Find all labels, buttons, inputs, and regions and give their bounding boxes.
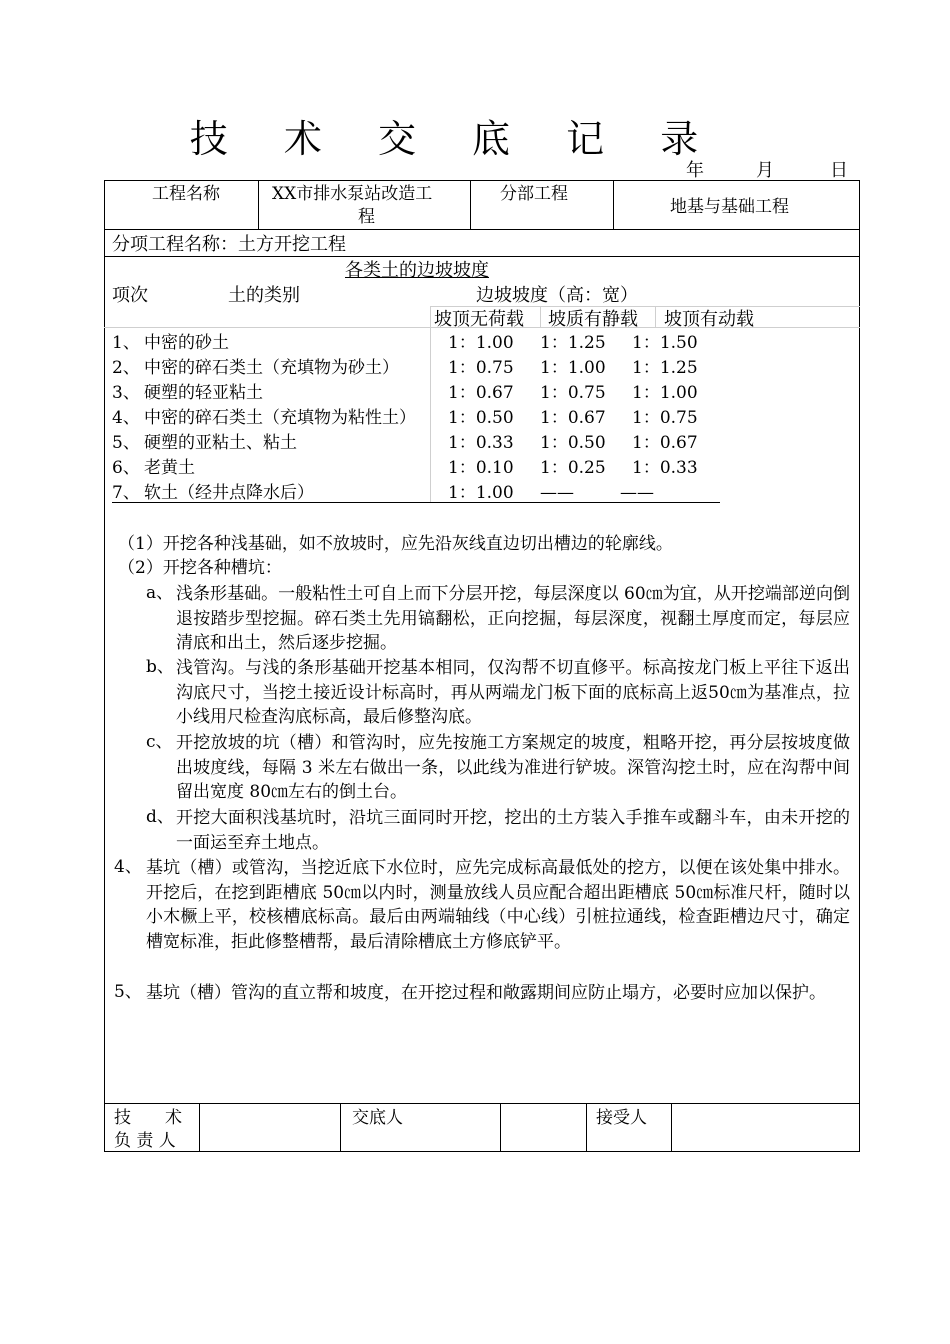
row-value-static-load: —— [540,483,574,503]
row-soil: 中密的碎石类土（充填物为粘性土） [144,408,416,428]
item-c-label: c、 [146,732,173,752]
row-index: 6、 [112,458,140,478]
slope-col-rule [655,306,656,328]
slope-table-bottom-rule [112,502,720,503]
slope-col-rule [430,306,431,502]
row-value-no-load: 1：1.00 [448,333,514,353]
row-soil: 硬塑的轻亚粘土 [144,383,263,403]
slope-col-rule [540,306,541,328]
row-value-no-load: 1：0.10 [448,458,514,478]
row-value-dynamic-load: 1：1.25 [632,358,698,378]
item-d-label: d、 [146,807,174,827]
row-value-static-load: 1：0.67 [540,408,606,428]
project-name-label: 工程名称 [152,184,220,204]
row-soil: 硬塑的亚粘土、粘土 [144,433,297,453]
item-4-label: 4、 [114,857,142,877]
col-soil-header: 土的类别 [228,285,300,306]
paragraph-2: （2）开挖各种槽坑： [118,558,282,578]
project-name-value-cont: 程 [358,207,375,227]
item-a-label: a、 [146,583,174,603]
row-index: 7、 [112,483,140,503]
row-value-no-load: 1：0.50 [448,408,514,428]
date-day-label: 日 [830,160,848,181]
divider [586,1103,587,1152]
item-c-text: 开挖放坡的坑（槽）和管沟时，应先按施工方案规定的坡度，粗略开挖，再分层按坡度做出坡度线，每隔 3 米左右做出一条，以此线为准进行铲坡。深管沟挖土时，应在沟帮中间留出宽度 80㎝左右的倒土台。 [176,733,850,802]
row-index: 1、 [112,333,140,353]
subitem-name: 分项工程名称：土方开挖工程 [112,234,346,255]
row-value-dynamic-load: 1：0.75 [632,408,698,428]
row-soil: 中密的砂土 [144,333,229,353]
row-value-no-load: 1：0.75 [448,358,514,378]
receiver-signature-field[interactable] [672,1104,859,1151]
item-b-label: b、 [146,657,174,677]
date-month-label: 月 [756,160,774,181]
date-year-label: 年 [686,160,704,181]
receiver-label: 接受人 [596,1108,647,1128]
division-value: 地基与基础工程 [670,197,789,217]
col-slope-header: 边坡坡度（高：宽） [476,285,638,306]
row-index: 3、 [112,383,140,403]
document-title: 技 术 交 底 记 录 [189,117,721,161]
slope-table-caption: 各类土的边坡坡度 [345,260,489,281]
divider [258,180,259,229]
row-index: 5、 [112,433,140,453]
tech-lead-label: 技 术 [114,1108,182,1128]
paragraph-1: （1）开挖各种浅基础，如不放坡时，应先沿灰线直边切出槽边的轮廓线。 [118,534,673,554]
divider [613,180,614,229]
col-index-header: 项次 [112,285,148,306]
row-value-dynamic-load: 1：0.33 [632,458,698,478]
divider [340,1103,341,1152]
item-d-text: 开挖大面积浅基坑时，沿坑三面同时开挖，挖出的土方装入手推车或翻斗车，由未开挖的一面运至弃土地点。 [176,808,850,853]
item-5-label: 5、 [114,982,142,1002]
division-label: 分部工程 [500,184,568,204]
row-soil: 中密的碎石类土（充填物为砂土） [144,358,399,378]
divider [104,229,860,230]
divider [470,180,471,229]
row-value-dynamic-load: 1：0.67 [632,433,698,453]
divider [104,256,860,257]
sub-header-dynamic-load: 坡顶有动载 [664,309,754,330]
tech-lead-label-cont: 负 责 人 [114,1131,176,1151]
handover-label: 交底人 [352,1108,403,1128]
slope-header-rule [430,306,860,307]
item-5-text: 基坑（槽）管沟的直立帮和坡度，在开挖过程和敞露期间应防止塌方，必要时应加以保护。 [146,983,826,1003]
tech-lead-signature-field[interactable] [200,1104,339,1151]
item-4-text: 基坑（槽）或管沟，当挖近底下水位时，应先完成标高最低处的挖方，以便在该处集中排水。开挖后，在挖到距槽底 50㎝以内时，测量放线人员应配合超出距槽底 50㎝标准尺杆，随时以小木橛上平，校核槽底标高。最后由两端轴线（中心线）引桩拉通线，检查距槽边尺寸，确定槽宽标准，拒此修整槽帮，最后清除槽底土方修底铲平。 [146,858,850,952]
item-a-text: 浅条形基础。一般粘性土可自上而下分层开挖，每层深度以 60㎝为宜，从开挖端部逆向倒退按踏步型挖掘。碎石类土先用镐翻松，正向挖掘，每层深度，视翻土厚度而定，每层应清底和出土，然后逐步挖掘。 [176,584,850,653]
row-value-dynamic-load: —— [620,483,654,503]
row-soil: 老黄土 [144,458,195,478]
row-value-static-load: 1：1.25 [540,333,606,353]
row-value-static-load: 1：0.25 [540,458,606,478]
row-value-no-load: 1：0.33 [448,433,514,453]
row-value-dynamic-load: 1：1.50 [632,333,698,353]
row-index: 4、 [112,408,140,428]
row-value-static-load: 1：0.50 [540,433,606,453]
handover-signature-field[interactable] [501,1104,585,1151]
sub-header-no-load: 坡顶无荷载 [434,309,524,330]
row-value-static-load: 1：0.75 [540,383,606,403]
row-value-no-load: 1：0.67 [448,383,514,403]
item-b-text: 浅管沟。与浅的条形基础开挖基本相同，仅沟帮不切直修平。标高按龙门板上平往下返出沟底尺寸，当挖土接近设计标高时，再从两端龙门板下面的底标高上返50㎝为基准点，拉小线用尺检查沟底标高，最后修整沟底。 [176,658,850,727]
row-value-dynamic-load: 1：1.00 [632,383,698,403]
sub-header-static-load: 坡质有静载 [548,309,638,330]
row-index: 2、 [112,358,140,378]
row-soil: 软土（经井点降水后） [144,483,314,503]
row-value-no-load: 1：1.00 [448,483,514,503]
row-value-static-load: 1：1.00 [540,358,606,378]
project-name-value: XX市排水泵站改造工 [272,184,433,204]
